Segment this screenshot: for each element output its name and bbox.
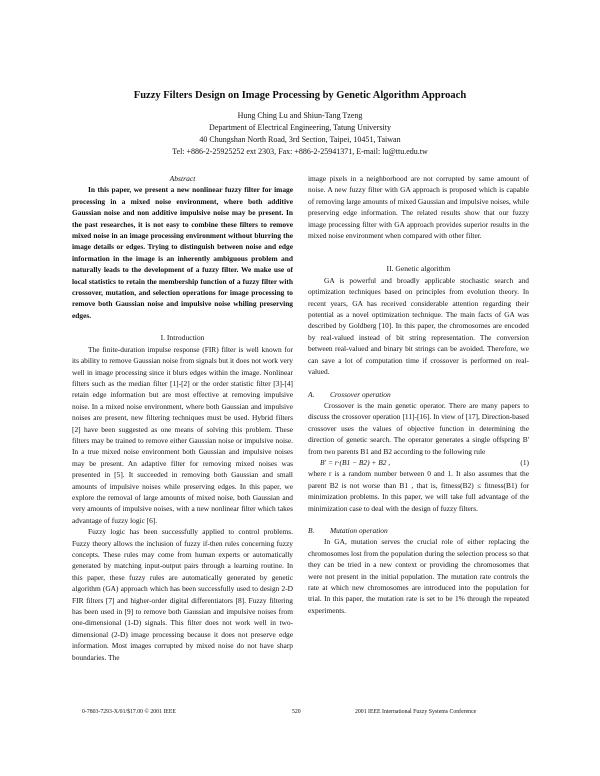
mutation-paragraph: In GA, mutation serves the crucial role of either replacing the chromosomes lost from the population during the selection process so that they can be tried in a new context or providing the chromosomes that were not present in the initial population. The mutation rate controls the rate at which new chromosomes are introduced into the population for trial. In this paper, the mutation rate is set to be 1% through the repeated experiments. <box>308 537 529 615</box>
ga-heading: II. Genetic algorithm <box>386 264 451 274</box>
page-number: 520 <box>292 709 301 715</box>
crossover-paragraph-2: where r is a random number between 0 and 1. It also assumes that the parent B2 is not worse than B1 , that is, fitness(B2) ≤ fitness(B1) for minimization problems. In this paper, we will take full advantage of the minimization case to deal with the design of fuzzy filters. <box>308 469 529 513</box>
author-names: Hung Ching Lu and Shiun-Tang Tzeng <box>237 111 363 120</box>
crossover-paragraph-1: Crossover is the main genetic operator. There are many papers to discuss the crossover operation [11]-[16]. In view of [17], Direction-based crossover uses the values of objective function in determining the direction of genetic search. The operator generates a single offspring B' from two parents B1 and B2 according to the following rule <box>308 400 529 456</box>
equation-number: (1) <box>520 457 529 467</box>
footer-conference: 2001 IEEE International Fuzzy Systems Conference <box>355 709 477 715</box>
crossover-heading <box>308 389 529 400</box>
section-title: Mutation operation <box>330 525 388 535</box>
author-department: Department of Electrical Engineering, Tatung University <box>209 123 391 132</box>
right-column <box>308 173 529 616</box>
equation-1 <box>308 457 529 468</box>
author-contact: Tel: +886-2-25925252 ext 2303, Fax: +886-2-25941371, E-mail: lu@ttu.edu.tw <box>172 147 428 156</box>
paper-title: Fuzzy Filters Design on Image Processing by Genetic Algorithm Approach <box>133 90 467 101</box>
footer-copyright: 0-7803-7293-X/01/$17.00 © 2001 IEEE <box>82 709 176 715</box>
author-address: 40 Chungshan North Road, 3rd Section, Taipei, 10451, Taiwan <box>199 135 401 144</box>
section-label: A. <box>308 389 315 399</box>
mutation-heading <box>308 525 529 536</box>
abstract-heading: Abstract <box>169 174 196 183</box>
section-title: Crossover operation <box>330 389 391 399</box>
intro-paragraph-3: image pixels in a neighborhood are not corrupted by same amount of noise. A new fuzzy filter with GA approach is proposed which is capable of removing large amounts of mixed Gaussian and impulsive noises, while preserving edge information. The related results show that our fuzzy image processing filter with GA approach provides superior results in the mixed noise environment when compared with other filter. <box>308 174 529 241</box>
abstract-text: In this paper, we present a new nonlinear fuzzy filter for image processing in a mixed noise environment, where both additive Gaussian noise and non additive impulsive noise may be present. In the past researches, it is not easy to combine these filters to remove mixed noise in an image processing environment without blurring the image details or edges. Trying to distinguish between noise and edge information in the image is an inherently ambiguous problem and naturally leads to the development of a fuzzy filter. We make use of local statistics to retain the membership function of a fuzzy filter with crossover, mutation, and selection operations for image processing to remove both Gaussian noise and impulsive noise whiling preserving edges. <box>72 185 293 320</box>
ga-paragraph: GA is powerful and broadly applicable stochastic search and optimization techniques based on principles from evolution theory. In recent years, GA has received considerable attention regarding their potential as a novel optimization technique. The main facts of GA was described by Goldberg [10]. In this paper, the chromosomes are encoded by real-valued instead of bit string representation. The conversion between real-valued and binary bit strings can be avoided. Therefore, we can save a lot of computation time if crossover is performed on real-valued. <box>308 275 529 377</box>
intro-paragraph-2: Fuzzy logic has been successfully applied to control problems. Fuzzy theory allows the inclusion of fuzzy if-then rules concerning fuzzy concepts. These rules may come from human experts or automatically generated by matching input-output pairs through a learning routine. In this paper, these fuzzy rules are automatically generated by genetic algorithm (GA) approach which has been successfully used to design 2-D FIR filters [7] and higher-order digital differentiators [8]. Fuzzy filtering has been used in [9] to remove both Gaussian and impulsive noises from one-dimensional (1-D) signals. This filter does not work well in two-dimensional (2-D) image processing because it does not preserve edge information. Most images corrupted by mixed noise do not have sharp boundaries. The <box>72 527 293 662</box>
author-block <box>0 110 600 158</box>
left-column <box>72 173 293 663</box>
section-label: B. <box>308 525 315 535</box>
introduction-heading: I. Introduction <box>160 333 205 343</box>
equation-body: B' = r·(B1 − B2) + B2 , <box>320 457 391 467</box>
intro-paragraph-1: The finite-duration impulse response (FIR) filter is well known for its ability to remove Gaussian noise from signals but it does not work very well in image processing since it blurs edges within the image. Nonlinear filters such as the median filter [1]-[2] or the order statistic filter [3]-[4] retain edge information but are most effective at removing impulsive noise. In a mixed noise environment, where both Gaussian and impulsive noises are present, new filtering techniques must be used. Hybrid filters [2] have been suggested as one means of solving this problem. These filters may be trained to remove either Gaussian noise or impulsive noise. In a true mixed noise environment both Gaussian and impulsive noises may be present. An adaptive filter for removing mixed noises was presented in [5]. It succeeded in removing both Gaussian and small amounts of impulsive noises while preserving edges. In this paper, we explore the removal of large amounts of mixed noise, both Gaussian and very amounts of impulsive noises, with a new nonlinear filter which takes advantage of fuzzy logic [6]. <box>72 344 293 525</box>
